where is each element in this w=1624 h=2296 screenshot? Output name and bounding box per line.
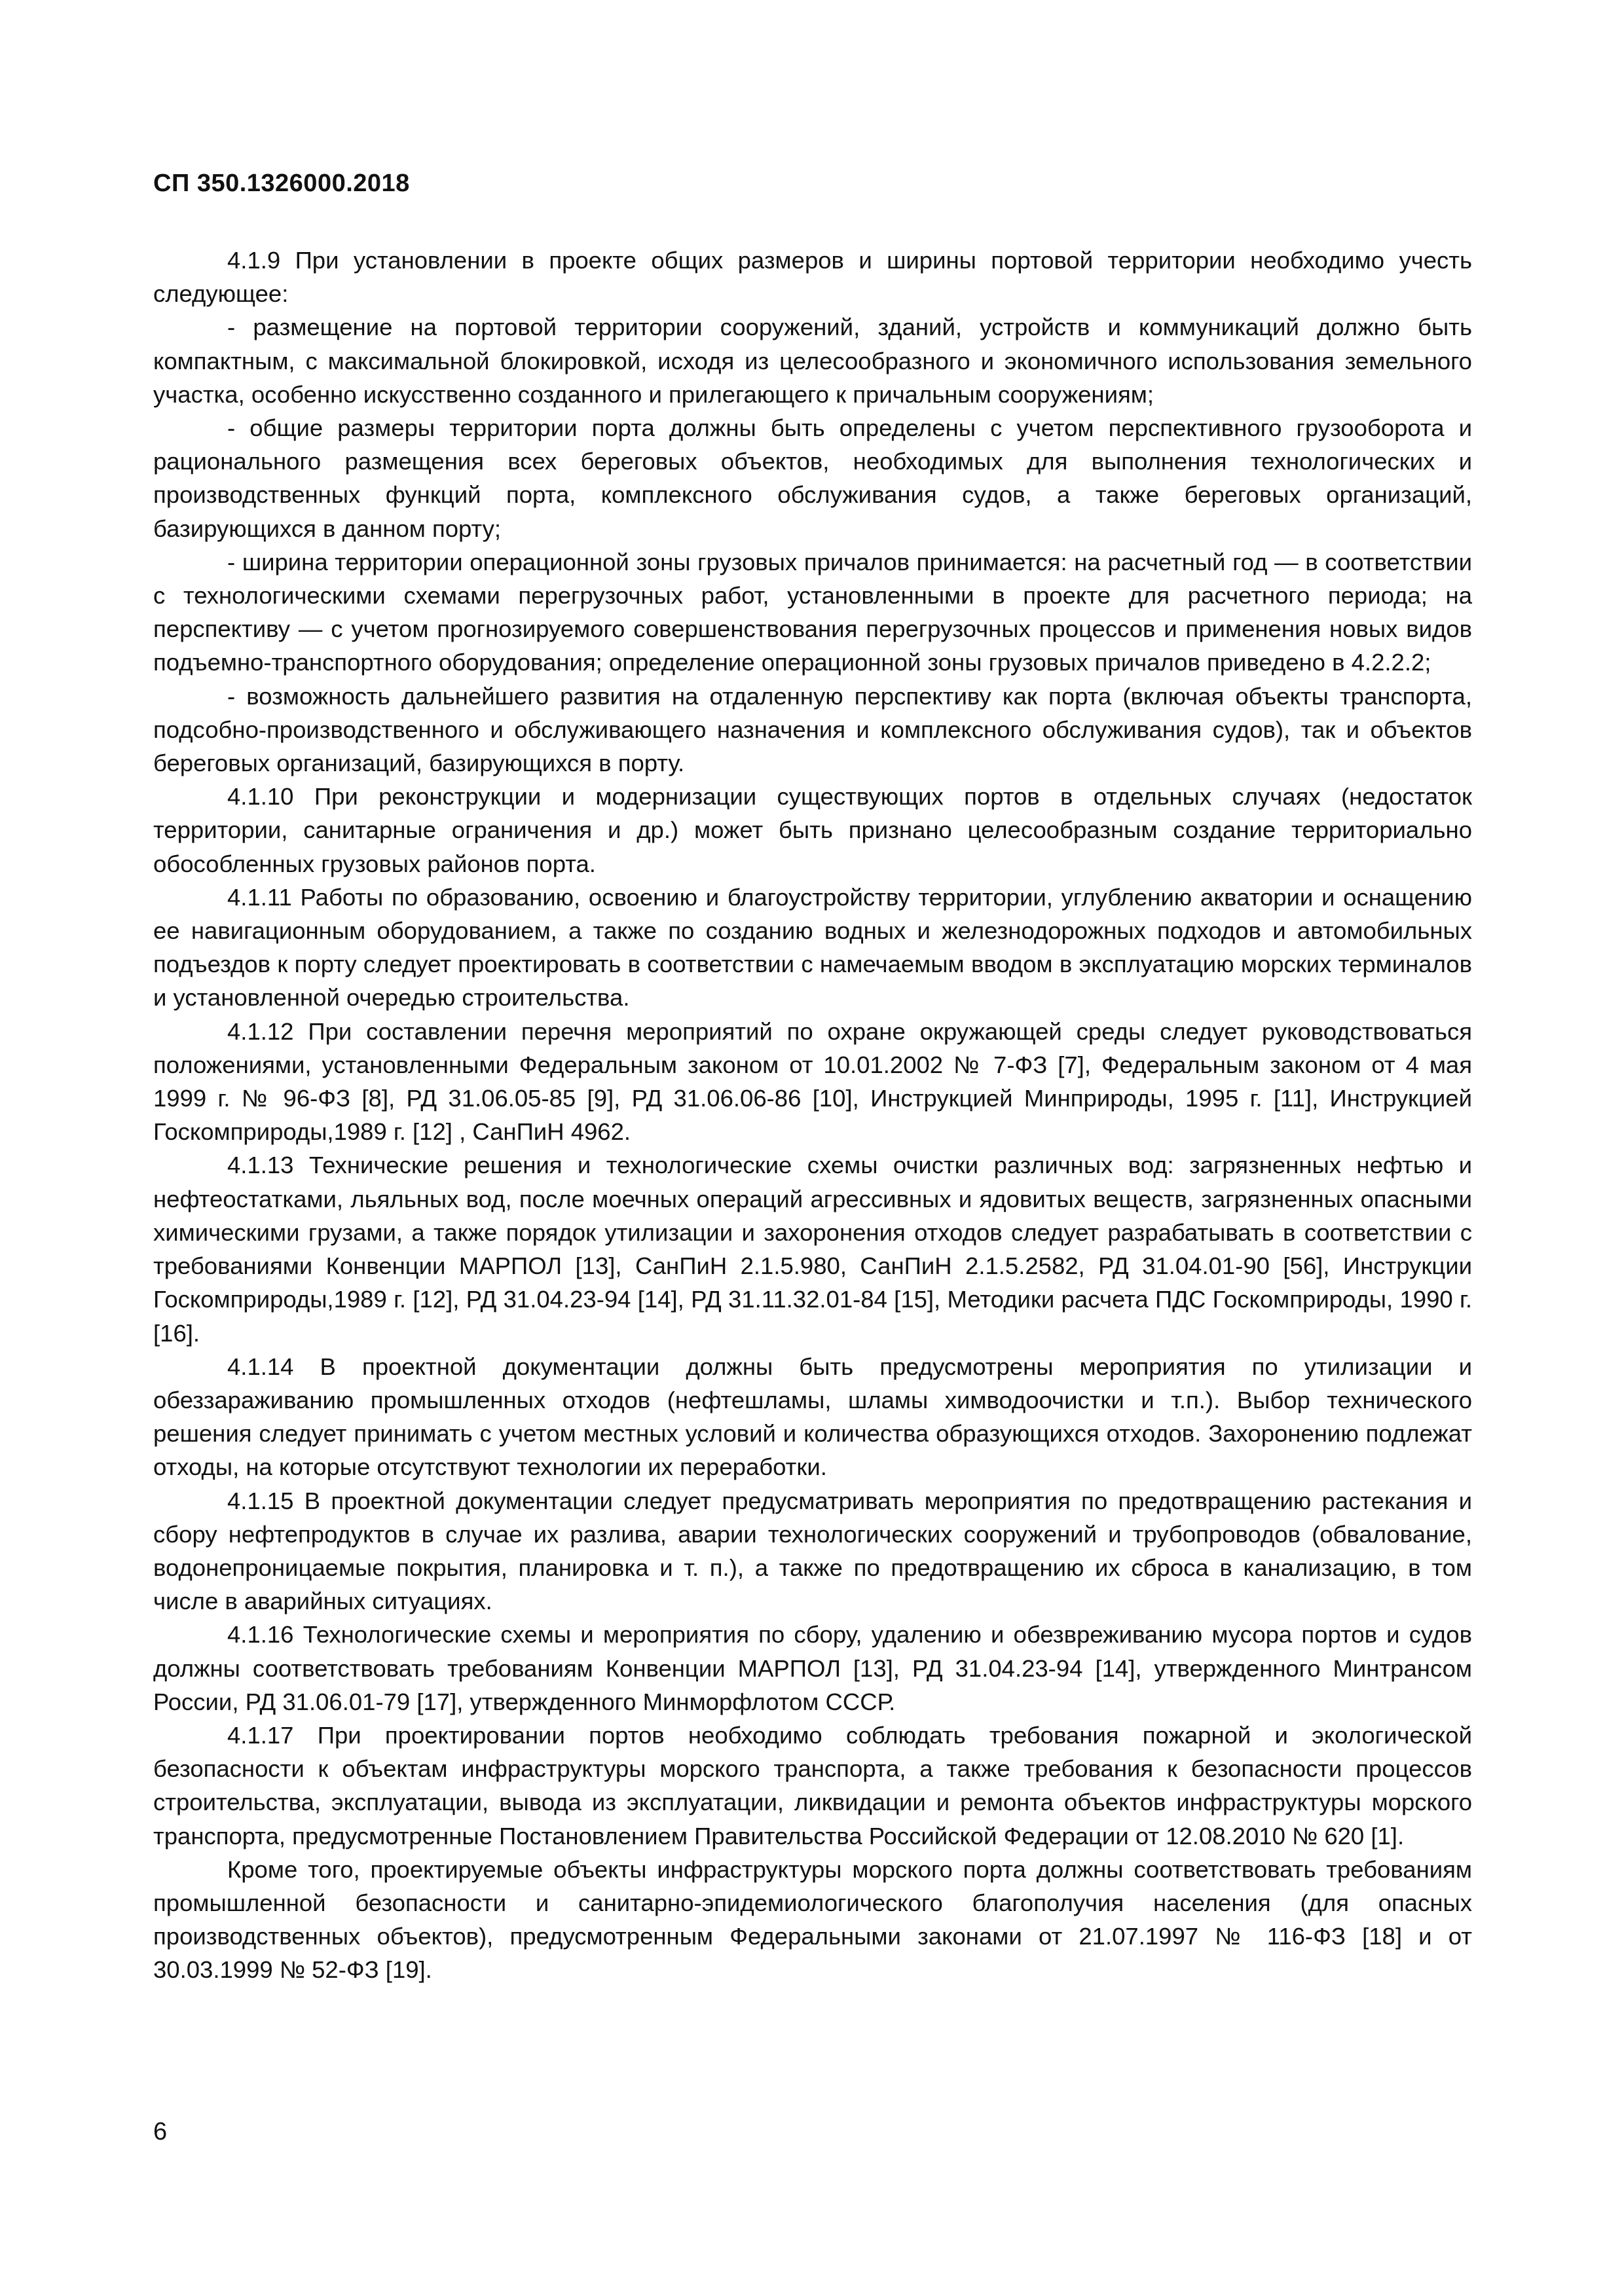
document-code-header: СП 350.1326000.2018	[153, 170, 410, 197]
paragraph-4-1-17: 4.1.17 При проектировании портов необходимо соблюдать требования пожарной и экологической безопасности к объектам инфраструктуры морского транспорта, а также требования к безопасности процессов строительства, эксплуатации, вывода из эксплуатации, ликвидации и ремонта объектов инфраструктуры морского транспорта, предусмотренные Постановлением Правительства Российской Федерации от 12.08.2010 № 620 [1].	[153, 1721, 1472, 1850]
paragraph-4-1-15: 4.1.15 В проектной документации следует предусматривать мероприятия по предотвращению растекания и сбору нефтепродуктов в случае их разлива, аварии технологических сооружений и трубопроводов (обвалование, водонепроницаемые покрытия, планировка и т. п.), а также по предотвращению их сброса в канализацию, в том числе в аварийных ситуациях.	[153, 1487, 1472, 1615]
paragraph-4-1-14: 4.1.14 В проектной документации должны быть предусмотрены мероприятия по утилизации и обеззараживанию промышленных отходов (нефтешламы, шламы химводоочистки и т.п.). Выбор технического решения следует принимать с учетом местных условий и количества образующихся отходов. Захоронению подлежат отходы, на которые отсутствуют технологии их переработки.	[153, 1353, 1472, 1481]
page-number: 6	[153, 2118, 168, 2145]
paragraph-4-1-9: 4.1.9 При установлении в проекте общих размеров и ширины портовой территории необходимо учесть следующее:	[153, 247, 1472, 308]
list-item-operational-zone-width: - ширина территории операционной зоны грузовых причалов принимается: на расчетный год — в соответствии с технологическими схемами перегрузочных работ, установленными в проекте для расчетного периода; на перспективу — с учетом прогнозируемого совершенствования перегрузочных процессов и применения новых видов подъемно-транспортного оборудования; определение операционной зоны грузовых причалов приведено в 4.2.2.2;	[153, 548, 1472, 676]
paragraph-additional-requirements: Кроме того, проектируемые объекты инфраструктуры морского порта должны соответствовать требованиям промышленной безопасности и санитарно-эпидемиологического благополучия населения (для опасных производственных объектов), предусмотренным Федеральными законами от 21.07.1997 № 116-ФЗ [18] и от 30.03.1999 № 52-ФЗ [19].	[153, 1855, 1472, 1984]
paragraph-4-1-11: 4.1.11 Работы по образованию, освоению и благоустройству территории, углублению акватории и оснащению ее навигационным оборудованием, а также по созданию водных и железнодорожных подходов и автомобильных подъездов к порту следует проектировать в соответствии с намечаемым вводом в эксплуатацию морских терминалов и установленной очередью строительства.	[153, 883, 1472, 1011]
list-item-placement: - размещение на портовой территории сооружений, зданий, устройств и коммуникаций должно быть компактным, с максимальной блокировкой, исходя из целесообразного и экономичного использования земельного участка, особенно искусственно созданного и прилегающего к причальным сооружениям;	[153, 314, 1472, 408]
list-item-development-possibility: - возможность дальнейшего развития на отдаленную перспективу как порта (включая объекты транспорта, подсобно-производственного и обслуживающего назначения и комплексного обслуживания судов), так и объектов береговых организаций, базирующихся в порту.	[153, 682, 1472, 777]
paragraph-4-1-10: 4.1.10 При реконструкции и модернизации существующих портов в отдельных случаях (недостаток территории, санитарные ограничения и др.) может быть признано целесообразным создание территориально обособленных грузовых районов порта.	[153, 783, 1472, 877]
paragraph-4-1-12: 4.1.12 При составлении перечня мероприятий по охране окружающей среды следует руководствоваться положениями, установленными Федеральным законом от 10.01.2002 № 7-ФЗ [7], Федеральным законом от 4 мая 1999 г. № 96-ФЗ [8], РД 31.06.05-85 [9], РД 31.06.06-86 [10], Инструкцией Минприроды, 1995 г. [11], Инструкцией Госкомприроды,1989 г. [12] , СанПиН 4962.	[153, 1017, 1472, 1146]
paragraph-4-1-13: 4.1.13 Технические решения и технологические схемы очистки различных вод: загрязненных нефтью и нефтеостатками, льяльных вод, после моечных операций агрессивных и ядовитых веществ, загрязненных опасными химическими грузами, а также порядок утилизации и захоронения отходов следует разрабатывать в соответствии с требованиями Конвенции МАРПОЛ [13], СанПиН 2.1.5.980, СанПиН 2.1.5.2582, РД 31.04.01-90 [56], Инструкции Госкомприроды,1989 г. [12], РД 31.04.23-94 [14], РД 31.11.32.01-84 [15], Методики расчета ПДС Госкомприроды, 1990 г. [16].	[153, 1152, 1472, 1347]
list-item-territory-size: - общие размеры территории порта должны быть определены с учетом перспективного грузооборота и рационального размещения всех береговых объектов, необходимых для выполнения технологических и производственных функций порта, комплексного обслуживания судов, а также береговых организаций, базирующихся в данном порту;	[153, 414, 1472, 542]
paragraph-4-1-16: 4.1.16 Технологические схемы и мероприятия по сбору, удалению и обезвреживанию мусора портов и судов должны соответствовать требованиям Конвенции МАРПОЛ [13], РД 31.04.23-94 [14], утвержденного Минтрансом России, РД 31.06.01-79 [17], утвержденного Минморфлотом СССР.	[153, 1621, 1472, 1715]
document-body	[153, 244, 1472, 1987]
